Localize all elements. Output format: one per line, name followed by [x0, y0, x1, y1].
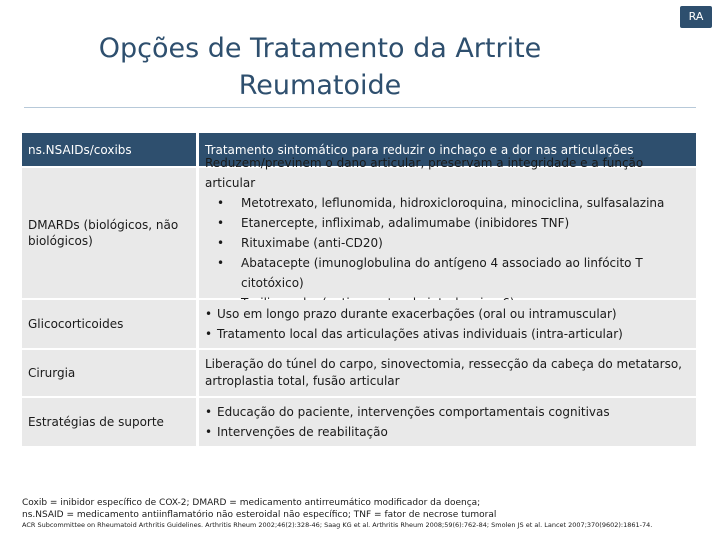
abbreviations-footnote: [22, 497, 702, 521]
row-label: Glicocorticoides: [28, 317, 124, 331]
list-item: • Rituximabe (anti-CD20): [205, 233, 692, 253]
support-list: [205, 402, 692, 442]
list-item: • Etanercepte, infliximab, adalimumabe (inibidores TNF): [205, 213, 692, 233]
list-item: • Educação do paciente, intervenções comportamentais cognitivas: [205, 402, 692, 422]
list-item: • Metotrexato, leflunomida, hidroxicloroquina, minociclina, sulfasalazina: [205, 193, 692, 213]
row-content: [196, 398, 696, 446]
table-row-surgery: [22, 350, 696, 396]
row-text: Liberação do túnel do carpo, sinovectomia, ressecção da cabeça do metatarso, artroplastia total, fusão articular: [205, 357, 682, 388]
row-text: Tratamento sintomático para reduzir o inchaço e a dor nas articulações: [205, 142, 634, 157]
dmard-list: [205, 193, 692, 313]
ra-badge: RA: [680, 6, 712, 28]
list-item: • Intervenções de reabilitação: [205, 422, 692, 442]
title-line-2: Reumatoide: [238, 70, 402, 101]
row-content: [196, 300, 696, 348]
footnote-line-2: ns.NSAID = medicamento antiinflamatório não esteroidal não específico; TNF = fator de necrose tumoral: [22, 510, 497, 520]
row-label: Cirurgia: [28, 366, 76, 380]
title-divider: [24, 107, 696, 108]
table-row-glucocorticoids: [22, 300, 696, 348]
row-label: ns.NSAIDs/coxibs: [28, 142, 132, 157]
footnote-line-1: Coxib = inibidor específico de COX-2; DMARD = medicamento antirreumático modificador da doença;: [22, 498, 481, 508]
references: ACR Subcommittee on Rheumatoid Arthritis Guidelines. Arthritis Rheum 2002;46(2):328-46; Saag KG et al. Arthritis Rheum 2008;59(6):762-84; Smolen JS et al. Lancet 2007;370(9602):1861-74.: [22, 521, 653, 529]
table-row-support: [22, 398, 696, 446]
row-content: [196, 350, 696, 396]
row-content: [196, 156, 696, 298]
page-title: [40, 30, 600, 104]
row-label: DMARDs (biológicos, não biológicos): [28, 218, 179, 248]
row-label: Estratégias de suporte: [28, 415, 164, 429]
list-item: • Uso em longo prazo durante exacerbações (oral ou intramuscular): [205, 304, 692, 324]
row-intro: Reduzem/previnem o dano articular, preservam a integridade e a função articular: [205, 156, 644, 190]
list-item: • Tratamento local das articulações ativas individuais (intra-articular): [205, 324, 692, 344]
list-item: • Abatacepte (imunoglobulina do antígeno 4 associado ao linfócito T citotóxico): [205, 253, 692, 293]
glucocorticoid-list: [205, 304, 692, 344]
table-row-dmards: [22, 156, 696, 298]
title-line-1: Opções de Tratamento da Artrite: [98, 33, 542, 64]
